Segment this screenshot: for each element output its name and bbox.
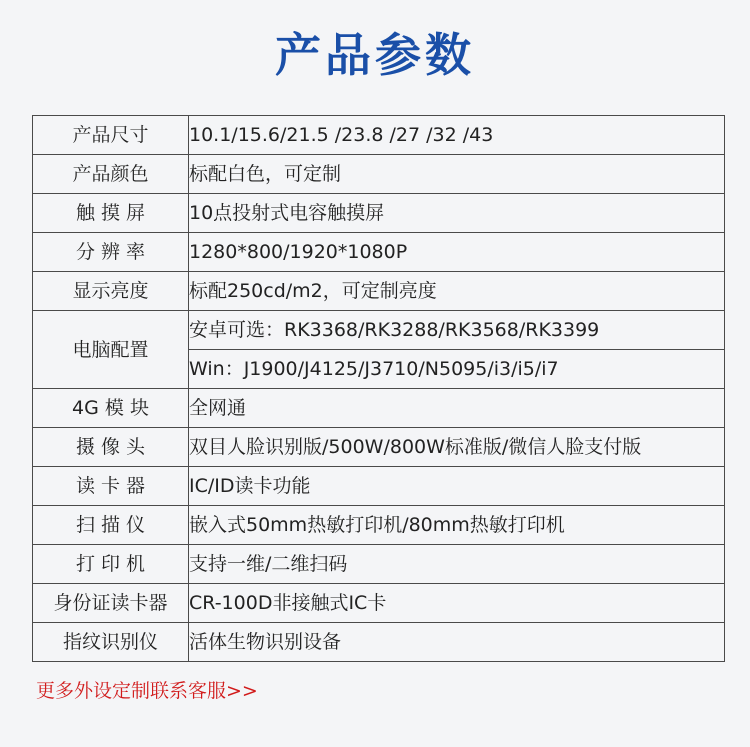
table-row <box>33 116 725 155</box>
table-row <box>33 467 725 506</box>
table-row <box>33 428 725 467</box>
row-value-4g-module: 全网通 <box>189 389 725 428</box>
row-label-touchscreen: 触 摸 屏 <box>33 194 189 233</box>
row-value-scanner: 嵌入式50mm热敏打印机/80mm热敏打印机 <box>189 506 725 545</box>
table-row <box>33 272 725 311</box>
row-label-printer: 打 印 机 <box>33 545 189 584</box>
table-row <box>33 506 725 545</box>
table-row <box>33 623 725 662</box>
row-label-scanner: 扫 描 仪 <box>33 506 189 545</box>
row-value-windows-options: Win：J1900/J4125/J3710/N5095/i3/i5/i7 <box>189 350 725 389</box>
row-value-size: 10.1/15.6/21.5 /23.8 /27 /32 /43 <box>189 116 725 155</box>
table-row <box>33 233 725 272</box>
row-label-color: 产品颜色 <box>33 155 189 194</box>
row-value-touchscreen: 10点投射式电容触摸屏 <box>189 194 725 233</box>
row-value-android-options: 安卓可选：RK3368/RK3288/RK3568/RK3399 <box>189 311 725 350</box>
row-value-camera: 双目人脸识别版/500W/800W标准版/微信人脸支付版 <box>189 428 725 467</box>
page-title: 产品参数 <box>275 28 475 82</box>
table-row <box>33 155 725 194</box>
product-params-table <box>32 115 725 662</box>
row-label-fingerprint: 指纹识别仪 <box>33 623 189 662</box>
row-value-resolution: 1280*800/1920*1080P <box>189 233 725 272</box>
row-value-fingerprint: 活体生物识别设备 <box>189 623 725 662</box>
row-label-4g-module: 4G 模 块 <box>33 389 189 428</box>
table-row <box>33 584 725 623</box>
row-label-brightness: 显示亮度 <box>33 272 189 311</box>
row-label-camera: 摄 像 头 <box>33 428 189 467</box>
row-value-card-reader: IC/ID读卡功能 <box>189 467 725 506</box>
row-value-printer: 支持一维/二维扫码 <box>189 545 725 584</box>
row-label-card-reader: 读 卡 器 <box>33 467 189 506</box>
contact-support-link[interactable]: 更多外设定制联系客服>> <box>36 680 258 702</box>
row-label-computer-config: 电脑配置 <box>33 311 189 389</box>
row-value-brightness: 标配250cd/m2，可定制亮度 <box>189 272 725 311</box>
table-row <box>33 389 725 428</box>
row-value-id-card-reader: CR-100D非接触式IC卡 <box>189 584 725 623</box>
row-label-id-card-reader: 身份证读卡器 <box>33 584 189 623</box>
table-row <box>33 311 725 350</box>
row-label-size: 产品尺寸 <box>33 116 189 155</box>
table-row <box>33 545 725 584</box>
row-label-resolution: 分 辨 率 <box>33 233 189 272</box>
table-row <box>33 194 725 233</box>
row-value-color: 标配白色，可定制 <box>189 155 725 194</box>
